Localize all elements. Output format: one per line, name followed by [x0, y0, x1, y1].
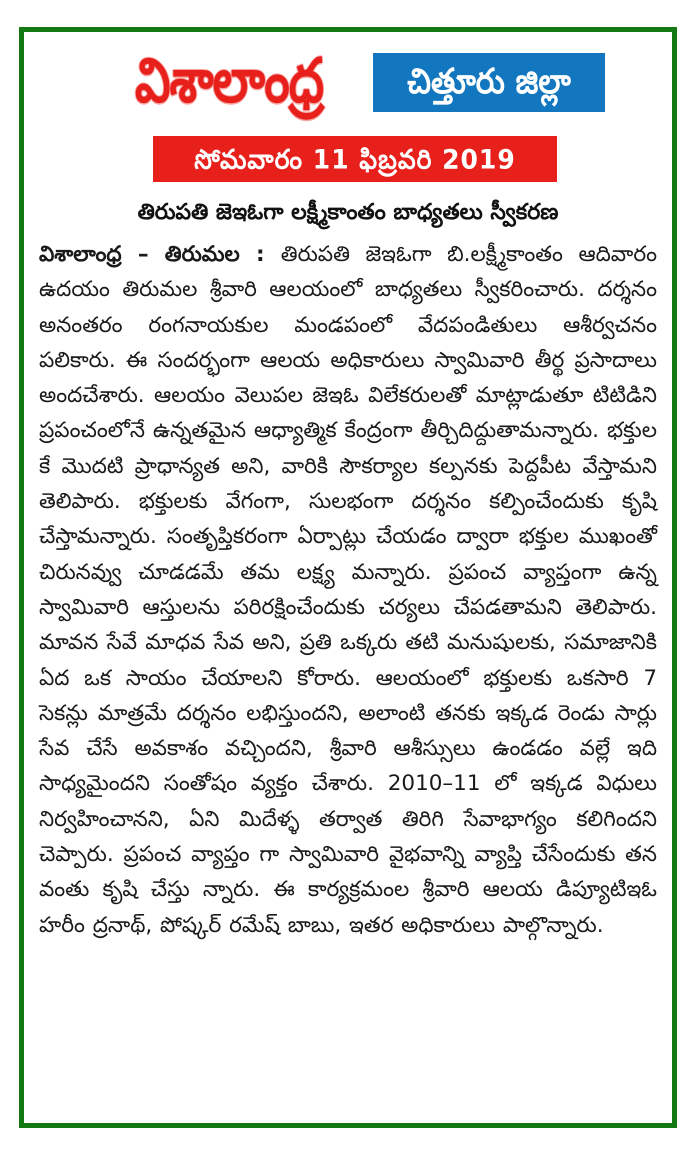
date-text: సోమవారం 11 ఫిబ్రవరి 2019 — [194, 143, 516, 175]
article-headline: తిరుపతి జెఇఓగా లక్ష్మీకాంతం బాధ్యతలు స్వీకరణ — [137, 200, 559, 225]
district-edition-badge — [373, 53, 605, 112]
newspaper-clipping-frame — [19, 27, 677, 1128]
publication-name: విశాలాంధ్ర — [134, 45, 324, 117]
article-dateline: విశాలాంధ్ర – తిరుమల : — [39, 242, 281, 267]
district-edition-label: చిత్తూరు జిల్లా — [407, 61, 571, 103]
article-body — [39, 237, 657, 943]
article-text: తిరుపతి జెఇఓగా బి.లక్ష్మీకాంతం ఆదివారం ఉదయం తిరుమల శ్రీవారి ఆలయంలో బాధ్యతలు స్వీకరించారు. దర్శనం అనంతరం రంగనాయకుల మండపంలో వేదపండితులు ఆశీర్వచనం పలికారు. ఈ సందర్భంగా ఆలయ అధికారులు స్వామివారి తీర్థ ప్రసాదాలు అందచేశారు. ఆలయం వెలుపల జెఇఓ విలేకరులతో మాట్లాడుతూ టిటిడిని ప్రపంచంలోనే ఉన్నతమైన ఆధ్యాత్మిక కేంద్రంగా తీర్చిదిద్దుతామన్నారు. భక్తుల కే మొదటి ప్రాధాన్యత అని, వారికి సౌకర్యాల కల్పనకు పెద్దపీట వేస్తామని తెలిపారు. భక్తులకు వేగంగా, సులభంగా దర్శనం కల్పించేందుకు కృషి చేస్తామన్నారు. సంతృప్తికరంగా ఏర్పాట్లు చేయడం ద్వారా భక్తుల ముఖంతో చిరునవ్వు చూడడమే తమ లక్ష్య మన్నారు. ప్రపంచ వ్యాప్తంగా ఉన్న స్వామివారి ఆస్తులను పరిరక్షించేందుకు చర్యలు చేపడతామని తెలిపారు. మావన సేవే మాధవ సేవ అని, ప్రతి ఒక్కరు తటి మనుషులకు, సమాజానికి ఏద ఒక సాయం చేయాలని కోరారు. ఆలయంలో భక్తులకు ఒకసారి 7 సెకన్లు మాత్రమే దర్శనం లభిస్తుందని, అలాంటి తనకు ఇక్కడ రెండు సార్లు సేవ చేసే అవకాశం వచ్చిందని, శ్రీవారి ఆశీస్సులు ఉండడం వల్లే ఇది సాధ్యమైందని సంతోషం వ్యక్తం చేశారు. 2010–11 లో ఇక్కడ విధులు నిర్వహించానని, ఏని మిదేళ్ళ తర్వాత తిరిగి సేవాభాగ్యం కలిగిందని చెప్పారు. ప్రపంచ వ్యాప్తం గా స్వామివారి వైభవాన్ని వ్యాప్తి చేసేందుకు తన వంతు కృషి చేస్తు న్నారు. ఈ కార్యక్రమంల శ్రీవారి ఆలయ డిప్యూటిఇఓ హరీం ద్రనాథ్, పోష్కర్ రమేష్ బాబు, ఇతర అధికారులు పాల్గొన్నారు. — [39, 242, 657, 938]
masthead — [24, 40, 672, 122]
article-paragraph — [39, 237, 657, 943]
date-bar — [153, 136, 557, 182]
publication-logo — [98, 42, 360, 120]
